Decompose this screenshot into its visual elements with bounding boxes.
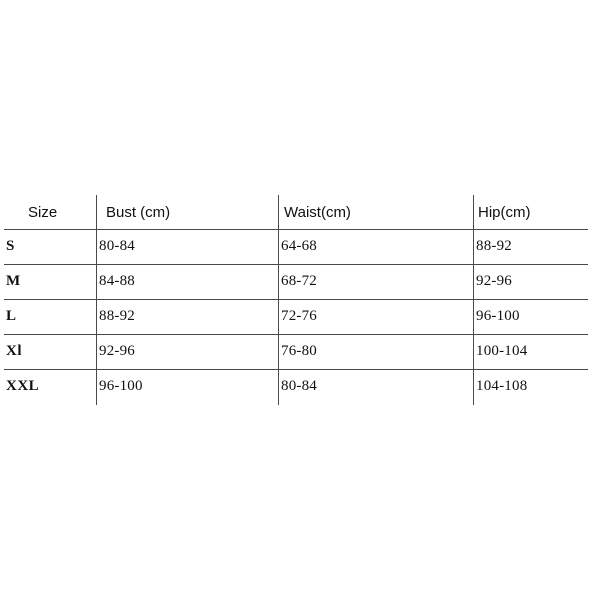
waist-value: 80-84 [281,378,317,394]
header-hip: Hip(cm) [478,204,531,221]
waist-value: 76-80 [281,343,317,359]
row-divider [4,369,588,370]
header-bust: Bust (cm) [106,204,171,221]
hip-value: 96-100 [476,308,520,324]
size-label: S [6,238,15,254]
column-divider [278,195,279,405]
hip-value: 92-96 [476,273,512,289]
hip-value: 88-92 [476,238,512,254]
row-divider [4,334,588,335]
waist-value: 64-68 [281,238,317,254]
row-divider [4,229,588,230]
waist-value: 68-72 [281,273,317,289]
header-size: Size [28,204,58,221]
bust-value: 96-100 [99,378,143,394]
column-divider [96,195,97,405]
size-label: Xl [6,343,22,359]
column-divider [473,195,474,405]
header-waist: Waist(cm) [284,204,351,221]
row-divider [4,299,588,300]
bust-value: 80-84 [99,238,135,254]
bust-value: 88-92 [99,308,135,324]
size-label: M [6,273,21,289]
waist-value: 72-76 [281,308,317,324]
hip-value: 100-104 [476,343,528,359]
size-label: L [6,308,17,324]
size-label: XXL [6,378,40,394]
row-divider [4,264,588,265]
bust-value: 84-88 [99,273,135,289]
hip-value: 104-108 [476,378,528,394]
size-chart-table [0,195,600,405]
bust-value: 92-96 [99,343,135,359]
